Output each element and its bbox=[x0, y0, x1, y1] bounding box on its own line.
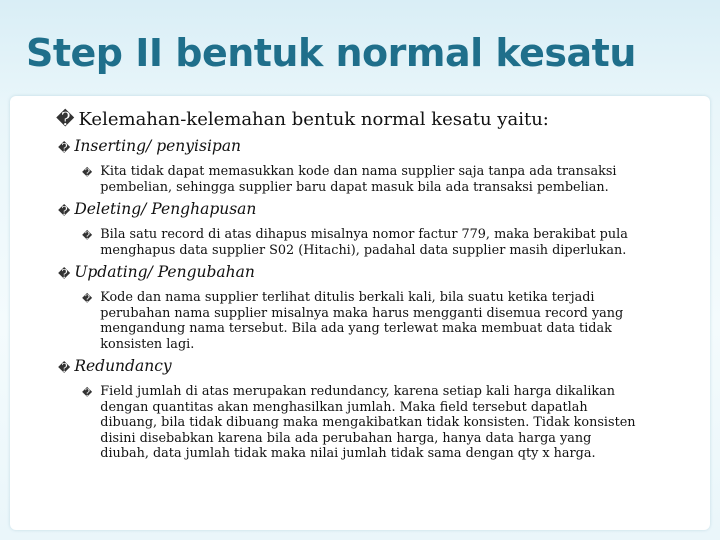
section-heading bbox=[58, 262, 706, 284]
bullet-box-icon: � bbox=[82, 294, 93, 305]
section-heading-text: Redundancy bbox=[74, 357, 172, 375]
section-heading-text: Deleting/ Penghapusan bbox=[74, 200, 257, 218]
bullet-box-icon: � bbox=[82, 388, 93, 399]
section-detail bbox=[82, 290, 706, 352]
section-updating bbox=[56, 262, 706, 352]
section-detail bbox=[82, 164, 706, 195]
section-detail-text: Kita tidak dapat memasukkan kode dan nama supplier saja tanpa ada transaksi pembelian, sehingga supplier baru dapat masuk bila ada transaksi pembelian. bbox=[100, 164, 617, 195]
section-heading bbox=[58, 136, 706, 158]
section-heading bbox=[58, 356, 706, 378]
bullet-box-icon: � bbox=[58, 267, 71, 281]
bullet-box-icon: � bbox=[56, 109, 75, 130]
section-detail-text: Bila satu record di atas dihapus misalnya nomor factur 779, maka berakibat pula menghapus data supplier S02 (Hitachi), padahal data supplier masih diperlukan. bbox=[100, 227, 628, 258]
bullet-box-icon: � bbox=[82, 168, 93, 179]
slide-title: Step II bentuk normal kesatu bbox=[26, 31, 636, 75]
section-heading bbox=[58, 199, 706, 221]
lead-text: Kelemahan-kelemahan bentuk normal kesatu yaitu: bbox=[78, 109, 549, 130]
section-detail-text: Field jumlah di atas merupakan redundancy, karena setiap kali harga dikalikan dengan quantitas akan menghasilkan jumlah. Maka field tersebut dapatlah dibuang, bila tidak dibuang maka mengakibatkan tidak konsisten. Tidak konsisten disini disebabkan karena bila ada perubahan harga, hanya data harga yang diubah, data jumlah tidak maka nilai jumlah tidak sama dengan qty x harga. bbox=[100, 384, 636, 461]
section-redundancy bbox=[56, 356, 706, 462]
bullet-box-icon: � bbox=[58, 204, 71, 218]
section-heading-text: Inserting/ penyisipan bbox=[74, 137, 242, 155]
slide-content bbox=[56, 108, 706, 466]
section-detail-text: Kode dan nama supplier terlihat ditulis berkali kali, bila suatu ketika terjadi perubahan nama supplier misalnya maka harus mengganti disemua record yang mengandung nama tersebut. Bila ada yang terlewat maka membuat data tidak konsisten lagi. bbox=[100, 290, 624, 352]
section-deleting bbox=[56, 199, 706, 258]
section-detail bbox=[82, 227, 706, 258]
bullet-box-icon: � bbox=[58, 361, 71, 375]
bullet-box-icon: � bbox=[82, 231, 93, 242]
section-heading-text: Updating/ Pengubahan bbox=[74, 263, 255, 281]
bullet-box-icon: � bbox=[58, 141, 71, 155]
section-inserting bbox=[56, 136, 706, 195]
lead-bullet bbox=[56, 108, 706, 132]
section-detail bbox=[82, 384, 706, 462]
